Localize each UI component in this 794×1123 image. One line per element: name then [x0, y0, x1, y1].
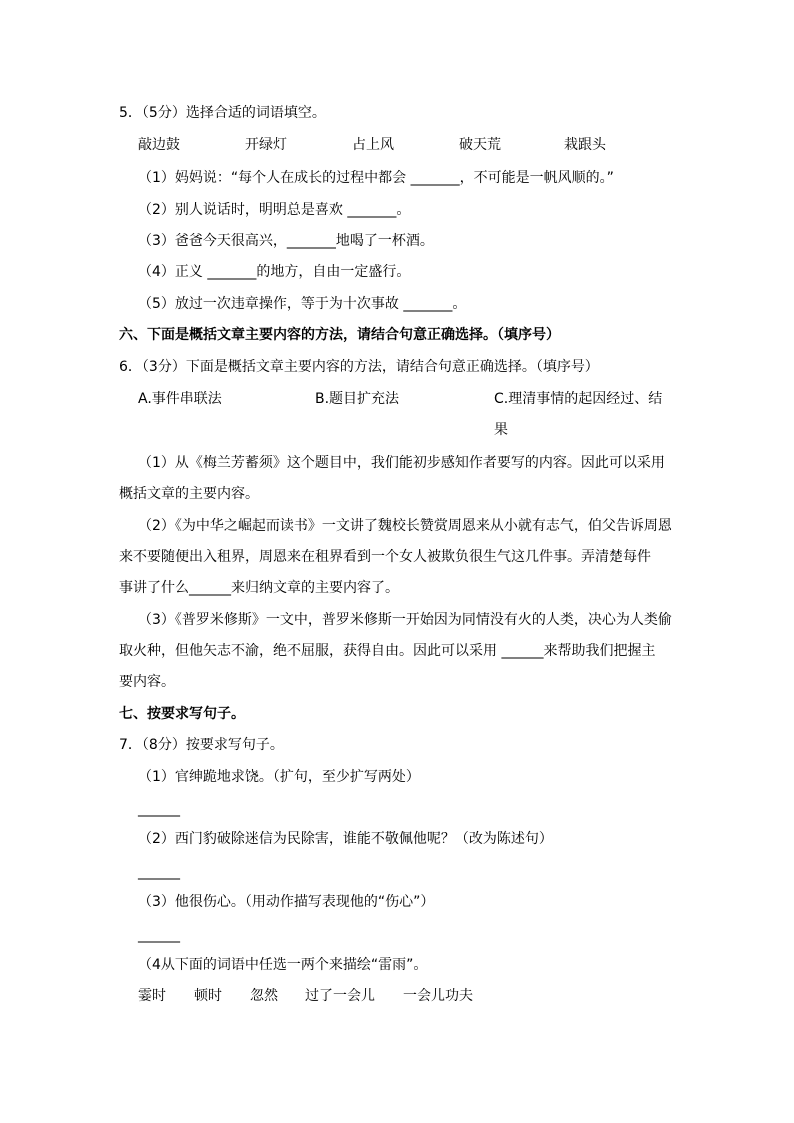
q7-answer-blank-1: ______	[138, 801, 180, 817]
q5-heading: 5．（5分）选择合适的词语填空。	[119, 105, 326, 121]
q6-option-c: C.理清事情的起因经过、结	[494, 391, 663, 407]
q7-heading: 7．（8分）按要求写句子。	[119, 737, 284, 753]
q6-item-2-line-3: 事讲了什么______来归纳文章的主要内容了。	[119, 580, 399, 596]
q5-word-1: 敲边鼓	[138, 137, 180, 153]
q6-item-2-line-1: （2）《为中华之崛起而读书》一文讲了魏校长赞赏周恩来从小就有志气，伯父告诉周恩	[138, 518, 672, 534]
q7-item-3: （3）他很伤心。（用动作描写表现他的“伤心”）	[138, 894, 435, 910]
q5-word-4: 破天荒	[459, 137, 501, 153]
q5-item-1: （1）妈妈说：“每个人在成长的过程中都会 _______，不可能是一帆风顺的。”	[138, 170, 614, 186]
q5-word-2: 开绿灯	[245, 137, 287, 153]
q6-item-3-line-1: （3）《普罗米修斯》一文中，普罗米修斯一开始因为同情没有火的人类，决心为人类偷	[138, 612, 672, 628]
q6-item-3-line-2: 取火种，但他矢志不渝，绝不屈服，获得自由。因此可以采用 ______来帮助我们把握主	[119, 643, 656, 659]
q5-item-3: （3）爸爸今天很高兴，_______地喝了一杯酒。	[138, 233, 434, 249]
q7-answer-blank-3: ______	[138, 927, 180, 943]
q7-word-2: 顿时	[194, 988, 222, 1004]
q6-option-b: B.题目扩充法	[315, 391, 400, 407]
q7-item-4: （4从下面的词语中任选一两个来描绘“雷雨”。	[138, 957, 428, 973]
q6-heading: 6．（3分）下面是概括文章主要内容的方法，请结合句意正确选择。（填序号）	[119, 359, 599, 375]
section-6-title: 六、下面是概括文章主要内容的方法，请结合句意正确选择。（填序号）	[119, 327, 560, 343]
q5-word-5: 栽跟头	[564, 137, 606, 153]
q7-answer-blank-2: ______	[138, 864, 180, 880]
q7-word-4: 过了一会儿	[305, 988, 375, 1004]
q7-item-1: （1）官绅跪地求饶。（扩句，至少扩写两处）	[138, 769, 420, 785]
q7-word-5: 一会儿功夫	[403, 988, 473, 1004]
section-7-title: 七、按要求写句子。	[119, 706, 245, 722]
q6-option-a: A.事件串联法	[138, 391, 222, 407]
q7-item-2: （2）西门豹破除迷信为民除害，谁能不敬佩他呢？（改为陈述句）	[138, 831, 553, 847]
q6-item-1-line-2: 概括文章的主要内容。	[119, 486, 259, 502]
q5-item-4: （4）正义 _______的地方，自由一定盛行。	[138, 264, 411, 280]
q5-word-3: 占上风	[352, 137, 394, 153]
q7-word-1: 霎时	[138, 988, 166, 1004]
q6-item-2-line-2: 来不要随便出入租界，周恩来在租界看到一个女人被欺负很生气这几件事。弄清楚每件	[119, 549, 651, 565]
q7-word-3: 忽然	[250, 988, 278, 1004]
q6-option-c-cont: 果	[494, 422, 508, 438]
q6-item-3-line-3: 要内容。	[119, 674, 175, 690]
q5-item-2: （2）别人说话时，明明总是喜欢 _______。	[138, 202, 411, 218]
q6-item-1-line-1: （1）从《梅兰芳蓄须》这个题目中，我们能初步感知作者要写的内容。因此可以采用	[138, 455, 665, 471]
q5-item-5: （5）放过一次违章操作，等于为十次事故 _______。	[138, 296, 467, 312]
